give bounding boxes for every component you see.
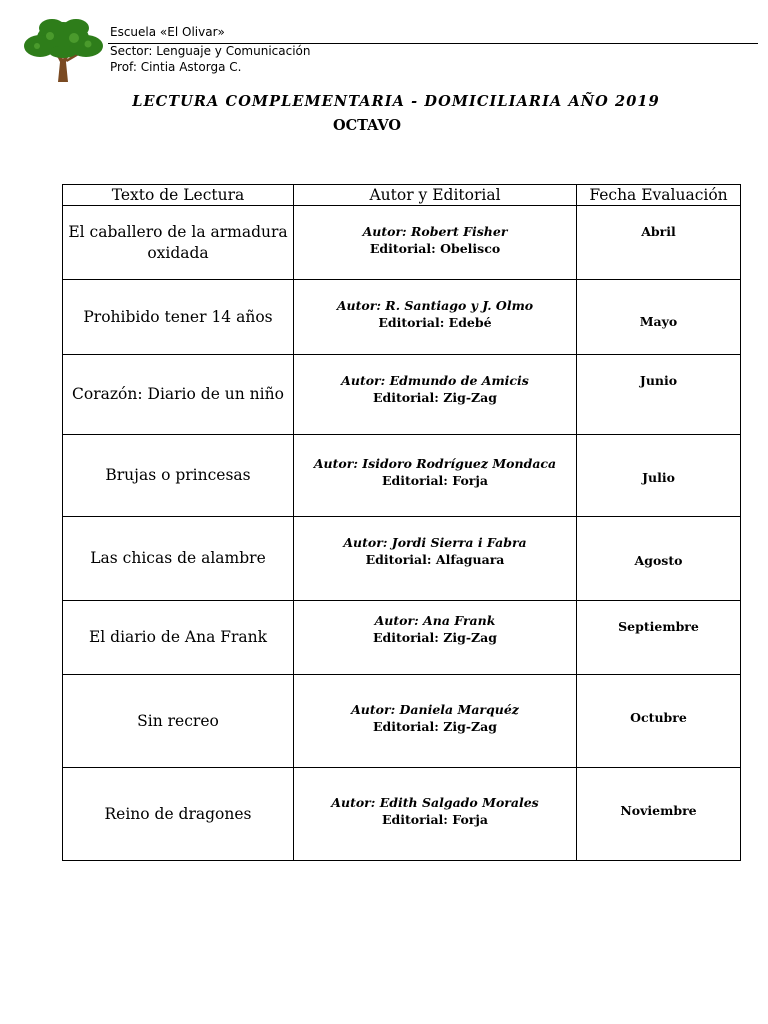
- publisher-name: Editorial: Zig-Zag: [372, 390, 498, 405]
- table-row: [63, 768, 741, 861]
- sector-name: Sector: Lenguaje y Comunicación: [110, 44, 311, 58]
- table-row: [63, 280, 741, 355]
- author-cell: [294, 601, 577, 675]
- author-cell: [294, 206, 577, 280]
- evaluation-date: Junio: [577, 355, 741, 435]
- table-header-row: [63, 185, 741, 206]
- evaluation-date: Noviembre: [577, 768, 741, 861]
- header-fecha: Fecha Evaluación: [577, 185, 741, 206]
- publisher-name: Editorial: Edebé: [378, 315, 492, 330]
- book-title: Brujas o princesas: [63, 435, 294, 517]
- author-name: Autor: R. Santiago y J. Olmo: [336, 298, 534, 313]
- table-row: [63, 517, 741, 601]
- evaluation-date: Septiembre: [577, 601, 741, 675]
- author-cell: [294, 435, 577, 517]
- author-cell: [294, 517, 577, 601]
- publisher-name: Editorial: Alfaguara: [365, 552, 505, 567]
- author-cell: [294, 280, 577, 355]
- publisher-name: Editorial: Zig-Zag: [372, 719, 498, 734]
- author-name: Autor: Robert Fisher: [362, 224, 508, 239]
- author-cell: [294, 355, 577, 435]
- table-row: [63, 675, 741, 768]
- evaluation-date: Abril: [577, 206, 741, 280]
- reading-table: [62, 184, 741, 861]
- publisher-name: Editorial: Obelisco: [369, 241, 501, 256]
- book-title: El diario de Ana Frank: [63, 601, 294, 675]
- publisher-name: Editorial: Forja: [381, 473, 488, 488]
- evaluation-date: Octubre: [577, 675, 741, 768]
- author-name: Autor: Ana Frank: [374, 613, 496, 628]
- book-title: El caballero de la armadura oxidada: [63, 206, 294, 280]
- book-title: Corazón: Diario de un niño: [63, 355, 294, 435]
- publisher-name: Editorial: Zig-Zag: [372, 630, 498, 645]
- table-row: [63, 355, 741, 435]
- tree-icon: [22, 16, 104, 84]
- publisher-name: Editorial: Forja: [381, 812, 488, 827]
- table-row: [63, 435, 741, 517]
- document-title: LECTURA COMPLEMENTARIA - DOMICILIARIA AÑO 2019: [132, 93, 660, 110]
- author-name: Autor: Isidoro Rodríguez Mondaca: [313, 456, 557, 471]
- author-name: Autor: Daniela Marquéz: [351, 702, 519, 717]
- evaluation-date: Mayo: [577, 280, 741, 355]
- author-name: Autor: Edith Salgado Morales: [331, 795, 539, 810]
- evaluation-date: Agosto: [577, 517, 741, 601]
- table-row: [63, 601, 741, 675]
- school-name: Escuela «El Olivar»: [110, 25, 225, 39]
- book-title: Sin recreo: [63, 675, 294, 768]
- author-name: Autor: Jordi Sierra i Fabra: [343, 535, 527, 550]
- teacher-name: Prof: Cintia Astorga C.: [110, 60, 242, 74]
- header-texto: Texto de Lectura: [63, 185, 294, 206]
- book-title: Reino de dragones: [63, 768, 294, 861]
- document-subtitle: OCTAVO: [333, 117, 401, 134]
- book-title: Las chicas de alambre: [63, 517, 294, 601]
- author-cell: [294, 675, 577, 768]
- book-title: Prohibido tener 14 años: [63, 280, 294, 355]
- header-autor: Autor y Editorial: [294, 185, 577, 206]
- evaluation-date: Julio: [577, 435, 741, 517]
- author-name: Autor: Edmundo de Amicis: [341, 373, 529, 388]
- table-row: [63, 206, 741, 280]
- author-cell: [294, 768, 577, 861]
